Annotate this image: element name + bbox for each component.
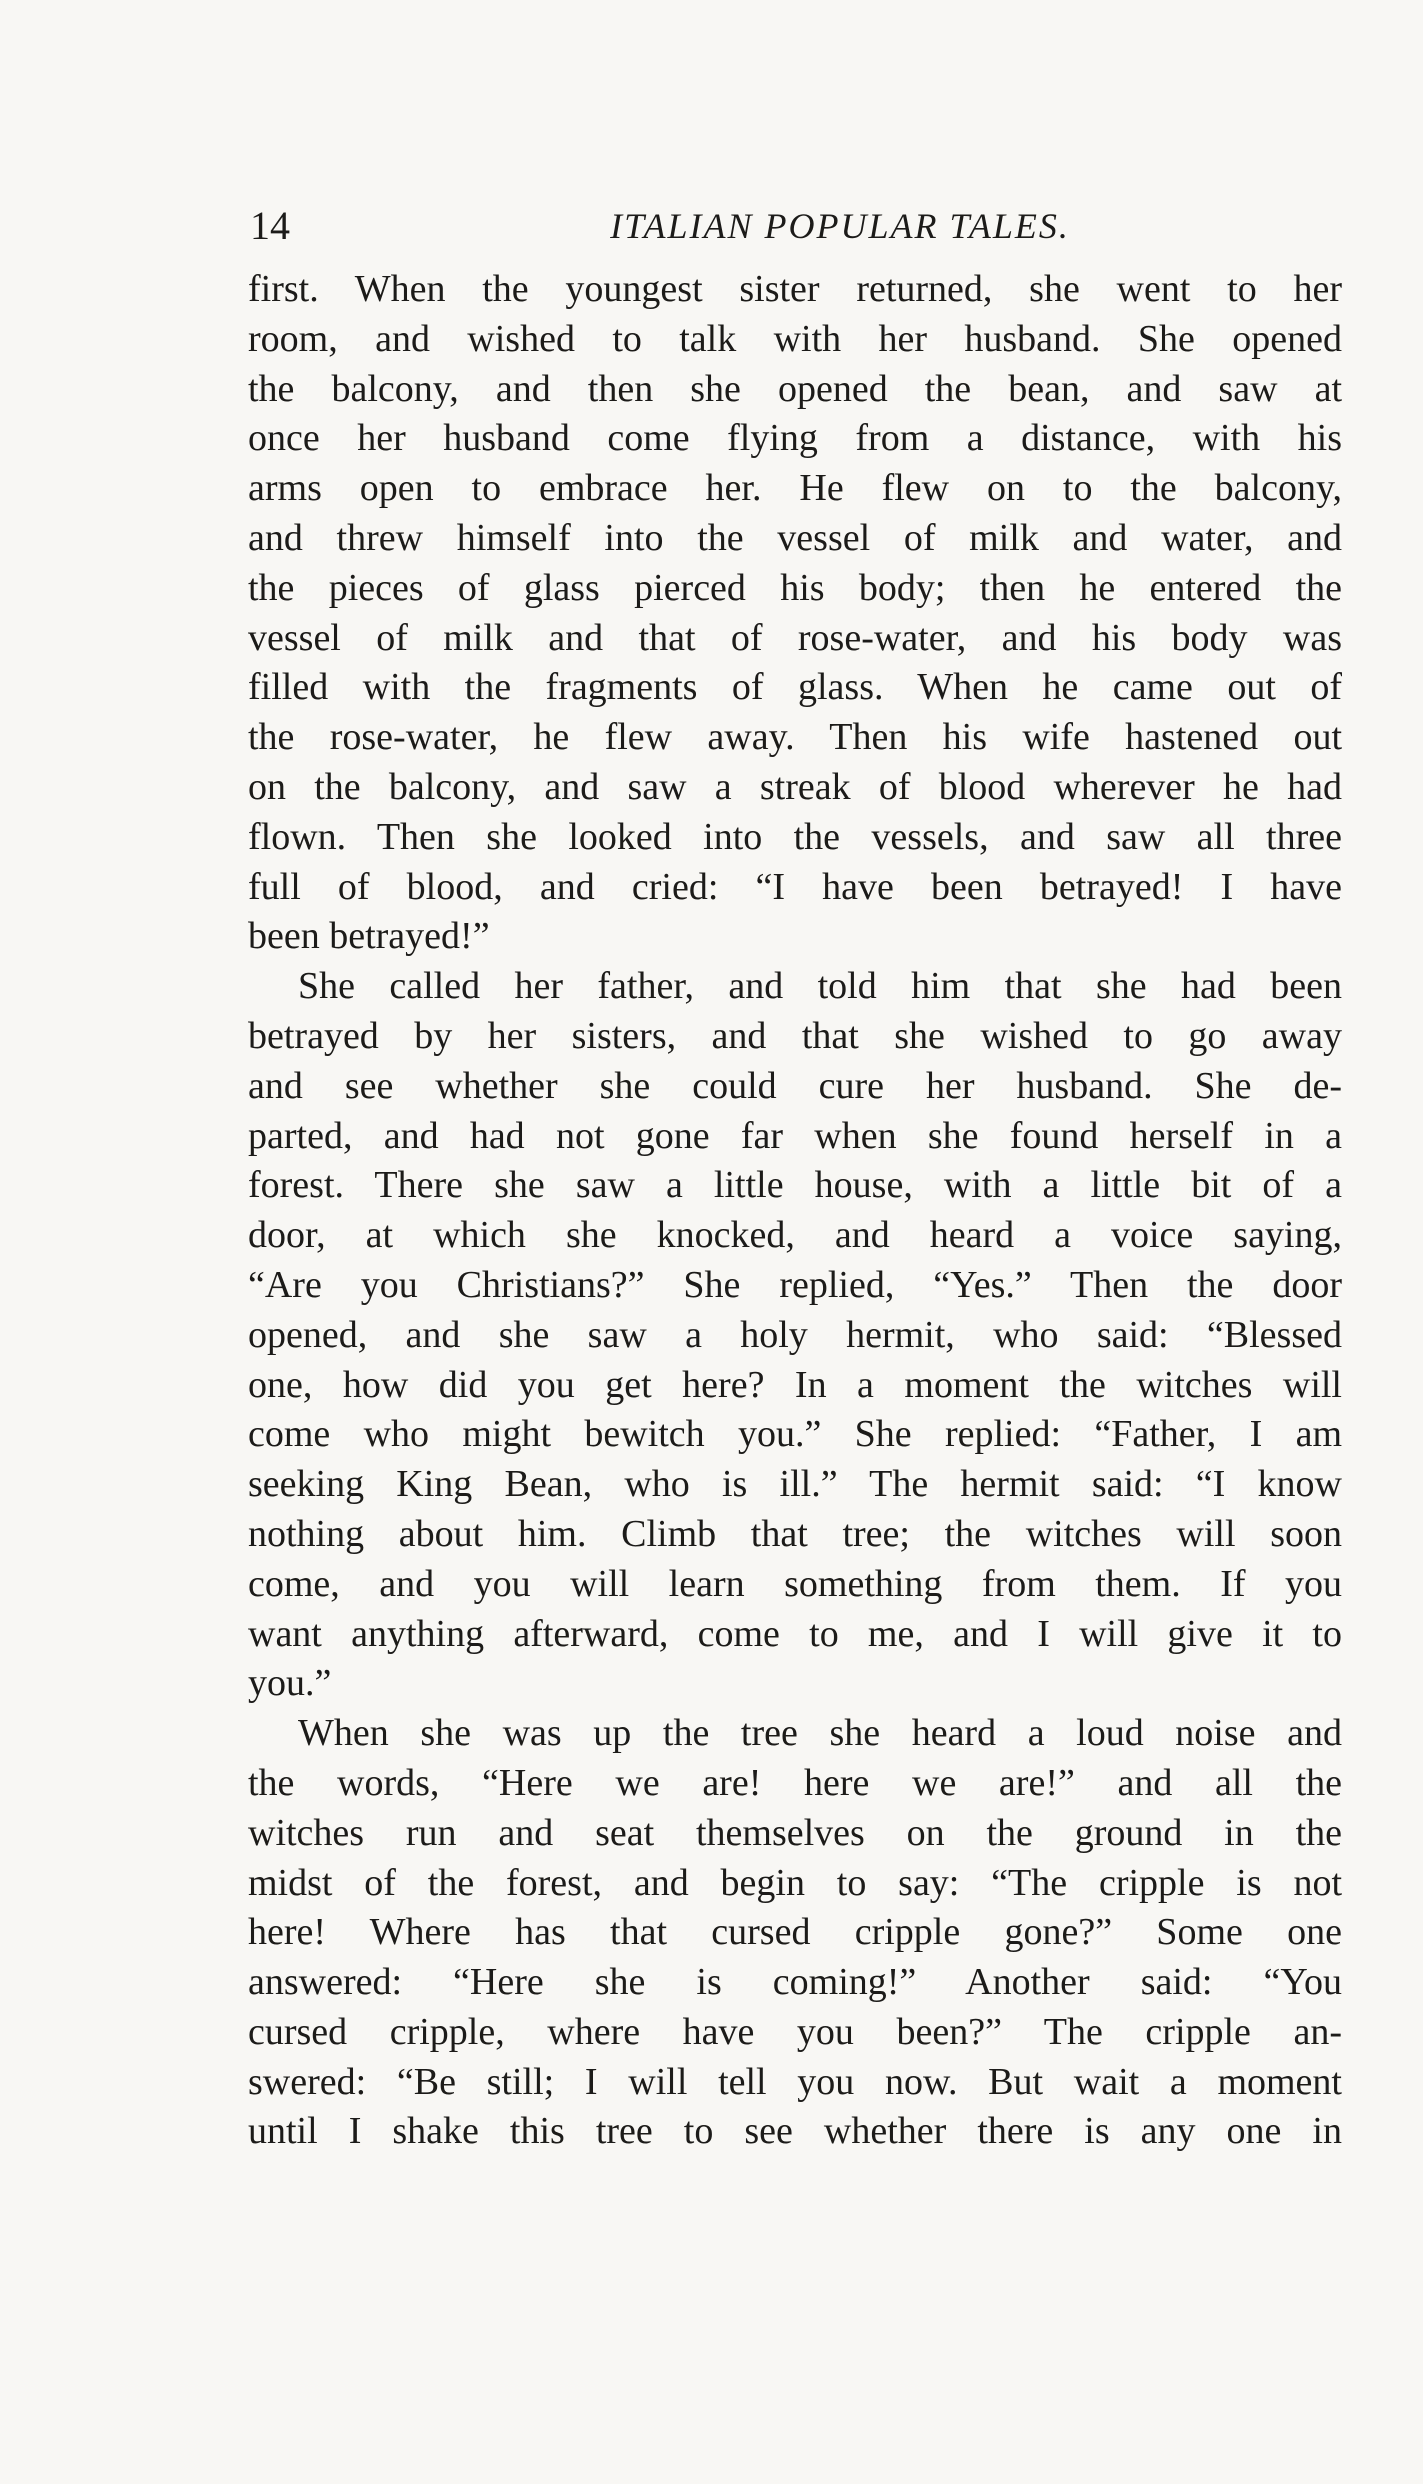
text-line: here! Where has that cursed cripple gone?” Some one bbox=[248, 1911, 1342, 1954]
text-line: swered: “Be still; I will tell you now. But wait a moment bbox=[248, 2060, 1342, 2103]
text-line: filled with the fragments of glass. When he came out of bbox=[248, 666, 1342, 709]
text-line: betrayed by her sisters, and that she wished to go away bbox=[248, 1014, 1342, 1057]
text-line: come who might bewitch you.” She replied: “Father, I am bbox=[248, 1413, 1342, 1456]
running-title: ITALIAN POPULAR TALES. bbox=[610, 206, 1070, 246]
text-line: want anything afterward, come to me, and I will give it to bbox=[248, 1612, 1342, 1655]
text-line: opened, and she saw a holy hermit, who said: “Blessed bbox=[248, 1313, 1342, 1356]
text-line: room, and wished to talk with her husband. She opened bbox=[248, 317, 1342, 360]
running-head bbox=[250, 198, 1340, 254]
text-line: nothing about him. Climb that tree; the witches will soon bbox=[248, 1512, 1342, 1555]
text-line: flown. Then she looked into the vessels, and saw all three bbox=[248, 815, 1342, 858]
text-line: come, and you will learn something from them. If you bbox=[248, 1562, 1342, 1605]
page-number: 14 bbox=[250, 203, 290, 248]
text-line: midst of the forest, and begin to say: “The cripple is not bbox=[248, 1861, 1342, 1904]
text-line: and see whether she could cure her husband. She de- bbox=[248, 1064, 1342, 1107]
text-line: the balcony, and then she opened the bean, and saw at bbox=[248, 367, 1342, 410]
text-line: until I shake this tree to see whether there is any one in bbox=[248, 2110, 1342, 2153]
text-line: vessel of milk and that of rose-water, and his body was bbox=[248, 616, 1342, 659]
text-line: door, at which she knocked, and heard a voice saying, bbox=[248, 1214, 1342, 1257]
text-line: and threw himself into the vessel of milk and water, and bbox=[248, 516, 1342, 559]
text-line: arms open to embrace her. He flew on to the balcony, bbox=[248, 467, 1342, 510]
text-line: one, how did you get here? In a moment the witches will bbox=[248, 1363, 1342, 1406]
text-line: the pieces of glass pierced his body; then he entered the bbox=[248, 566, 1342, 609]
text-line: answered: “Here she is coming!” Another said: “You bbox=[248, 1961, 1342, 2004]
text-line: first. When the youngest sister returned, she went to her bbox=[248, 268, 1342, 310]
text-line: seeking King Bean, who is ill.” The hermit said: “I know bbox=[248, 1463, 1342, 1506]
text-line: full of blood, and cried: “I have been betrayed! I have bbox=[248, 865, 1342, 908]
text-line: forest. There she saw a little house, with a little bit of a bbox=[248, 1164, 1342, 1207]
text-line: you.” bbox=[248, 1662, 332, 1705]
text-line: once her husband come flying from a distance, with his bbox=[248, 417, 1342, 460]
body-text bbox=[248, 265, 1342, 2157]
text-line: When she was up the tree she heard a loud noise and bbox=[298, 1712, 1342, 1755]
text-line: witches run and seat themselves on the ground in the bbox=[248, 1811, 1342, 1854]
text-line: the rose-water, he flew away. Then his wife hastened out bbox=[248, 716, 1342, 759]
text-line: “Are you Christians?” She replied, “Yes.” Then the door bbox=[248, 1263, 1342, 1306]
text-line: the words, “Here we are! here we are!” and all the bbox=[248, 1761, 1342, 1804]
text-line: been betrayed!” bbox=[248, 915, 490, 958]
text-line: She called her father, and told him that she had been bbox=[298, 965, 1342, 1008]
text-line: on the balcony, and saw a streak of blood wherever he had bbox=[248, 765, 1342, 808]
text-line: cursed cripple, where have you been?” The cripple an- bbox=[248, 2010, 1342, 2053]
text-line: parted, and had not gone far when she found herself in a bbox=[248, 1114, 1342, 1157]
